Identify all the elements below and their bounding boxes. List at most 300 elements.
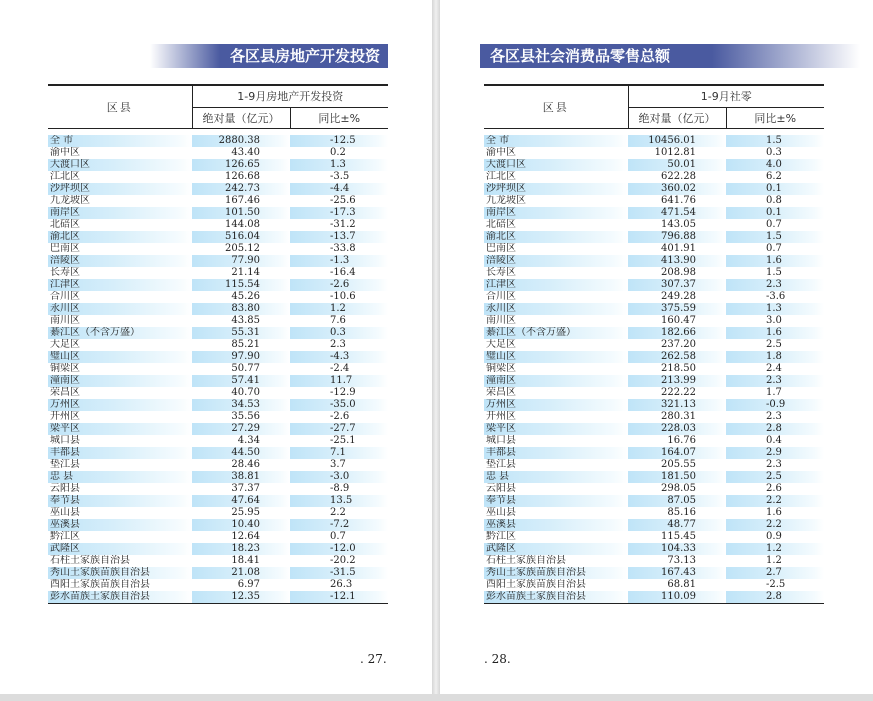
yoy-change-cell: -25.1 (330, 435, 356, 446)
investment-table (48, 84, 388, 604)
table-row (484, 219, 824, 231)
region-name-cell: 垫江县 (50, 459, 80, 470)
absolute-value-cell: 45.26 (231, 291, 260, 302)
absolute-value-cell: 796.88 (628, 231, 726, 243)
absolute-value-cell: 43.85 (231, 315, 260, 326)
region-name-cell: 城口县 (50, 435, 80, 446)
region-name-cell: 北碚区 (50, 219, 80, 230)
region-name-cell: 奉节县 (484, 495, 628, 507)
region-name-cell: 万州区 (48, 399, 192, 411)
region-name-cell: 北碚区 (486, 219, 516, 230)
absolute-value-cell: 228.03 (628, 423, 726, 435)
region-name-cell: 梁平区 (484, 423, 628, 435)
yoy-header: 同比±% (290, 107, 388, 129)
table-row (48, 207, 388, 219)
absolute-value-cell: 77.90 (192, 255, 290, 267)
table-row (48, 267, 388, 279)
region-name-cell: 云阳县 (50, 483, 80, 494)
region-name-cell: 潼南区 (48, 375, 192, 387)
table-row (484, 375, 824, 387)
absolute-value-cell: 18.23 (192, 543, 290, 555)
absolute-value-cell: 181.50 (628, 471, 726, 483)
absolute-value-cell: 298.05 (661, 483, 696, 494)
absolute-value-cell: 12.35 (192, 591, 290, 604)
page-edge (0, 694, 873, 701)
absolute-value-cell: 55.31 (192, 327, 290, 339)
region-name-cell: 渝中区 (50, 147, 80, 158)
table-row (48, 519, 388, 531)
table-row (48, 171, 388, 183)
table-row (48, 327, 388, 339)
table-row (48, 183, 388, 195)
yoy-change-cell: -12.1 (290, 591, 388, 604)
table-row (484, 255, 824, 267)
absolute-value-cell: 1012.81 (654, 147, 696, 158)
region-name-cell: 大足区 (486, 339, 516, 350)
table-row (484, 147, 824, 159)
table-row (484, 315, 824, 327)
absolute-value-cell: 126.68 (225, 171, 260, 182)
absolute-value-cell: 37.37 (231, 483, 260, 494)
region-name-cell: 忠 县 (484, 471, 628, 483)
yoy-change-cell: 0.7 (766, 219, 782, 230)
region-name-cell: 石柱土家族自治县 (486, 555, 566, 566)
absolute-value-cell: 2880.38 (192, 135, 290, 147)
table-row (48, 399, 388, 411)
section-banner (480, 44, 860, 68)
yoy-change-cell: -2.4 (330, 363, 350, 374)
yoy-change-cell: -8.9 (330, 483, 350, 494)
region-name-cell: 万州区 (484, 399, 628, 411)
table-row (484, 231, 824, 243)
region-name-cell: 璧山区 (484, 351, 628, 363)
retail-sales-table (484, 84, 824, 604)
absolute-value-cell: 641.76 (661, 195, 696, 206)
region-name-cell: 长寿区 (50, 267, 80, 278)
region-name-cell: 武隆区 (484, 543, 628, 555)
region-name-cell: 綦江区（不含万盛） (484, 327, 628, 339)
yoy-change-cell: 1.8 (726, 351, 824, 363)
region-name-cell: 江北区 (486, 171, 516, 182)
absolute-value-cell: 87.05 (628, 495, 726, 507)
region-name-cell: 巫山县 (486, 507, 516, 518)
region-name-cell: 黔江区 (486, 531, 516, 542)
absolute-value-cell: 6.97 (237, 579, 260, 590)
region-name-cell: 綦江区（不含万盛） (48, 327, 192, 339)
absolute-value-cell: 4.34 (237, 435, 260, 446)
table-row (48, 147, 388, 159)
absolute-value-cell: 471.54 (628, 207, 726, 219)
table-row (484, 519, 824, 531)
region-name-cell: 荣昌区 (50, 387, 80, 398)
region-name-cell: 彭水苗族土家族自治县 (484, 591, 628, 604)
page-28 (440, 0, 873, 694)
absolute-header: 绝对量（亿元） (628, 107, 726, 129)
yoy-change-cell: 1.3 (726, 303, 824, 315)
yoy-change-cell: 3.0 (766, 315, 782, 326)
region-name-cell: 江北区 (50, 171, 80, 182)
absolute-value-cell: 237.20 (661, 339, 696, 350)
yoy-change-cell: 1.2 (766, 555, 782, 566)
region-name-cell: 铜梁区 (486, 363, 516, 374)
absolute-value-cell: 48.77 (628, 519, 726, 531)
absolute-value-cell: 57.41 (192, 375, 290, 387)
table-row (484, 267, 824, 279)
table-row (48, 495, 388, 507)
region-name-cell: 涪陵区 (48, 255, 192, 267)
table-row (48, 507, 388, 519)
yoy-change-cell: 2.9 (726, 447, 824, 459)
absolute-value-cell: 47.64 (192, 495, 290, 507)
page-number: . 28. (484, 652, 511, 666)
yoy-change-cell: -31.2 (330, 219, 356, 230)
yoy-change-cell: 1.7 (766, 387, 782, 398)
table-row (48, 279, 388, 291)
table-row (48, 567, 388, 579)
region-name-cell: 涪陵区 (484, 255, 628, 267)
table-body (484, 129, 824, 604)
yoy-change-cell: -12.0 (290, 543, 388, 555)
absolute-value-cell: 104.33 (628, 543, 726, 555)
absolute-value-cell: 205.55 (661, 459, 696, 470)
yoy-change-cell: 2.2 (726, 519, 824, 531)
table-row (48, 555, 388, 567)
absolute-value-cell: 50.01 (628, 159, 726, 171)
region-name-cell: 渝北区 (48, 231, 192, 243)
yoy-change-cell: 0.7 (330, 531, 346, 542)
absolute-value-cell: 622.28 (661, 171, 696, 182)
region-name-cell: 南岸区 (48, 207, 192, 219)
yoy-change-cell: 0.1 (726, 207, 824, 219)
yoy-change-cell: 1.5 (766, 267, 782, 278)
section-title: 各区县房地产开发投资 (220, 44, 388, 68)
absolute-value-cell: 85.16 (667, 507, 696, 518)
yoy-change-cell: 2.5 (726, 471, 824, 483)
page-number: . 27. (360, 652, 387, 666)
absolute-value-cell: 44.50 (192, 447, 290, 459)
absolute-value-cell: 35.56 (231, 411, 260, 422)
table-row (48, 579, 388, 591)
yoy-change-cell: 1.6 (766, 507, 782, 518)
absolute-value-cell: 83.80 (192, 303, 290, 315)
absolute-value-cell: 21.08 (192, 567, 290, 579)
absolute-value-cell: 167.43 (628, 567, 726, 579)
group-header: 1-9月房地产开发投资 (192, 85, 388, 107)
table-row (484, 579, 824, 591)
region-name-cell: 武隆区 (48, 543, 192, 555)
absolute-header: 绝对量（亿元） (192, 107, 290, 129)
table-row (48, 315, 388, 327)
yoy-change-cell: 2.8 (726, 423, 824, 435)
yoy-change-cell: 13.5 (290, 495, 388, 507)
yoy-change-cell: 2.7 (726, 567, 824, 579)
region-header: 区县 (48, 85, 192, 129)
table-row (48, 363, 388, 375)
table-row (48, 387, 388, 399)
table-row (48, 483, 388, 495)
yoy-change-cell: 6.2 (766, 171, 782, 182)
region-name-cell: 江津区 (48, 279, 192, 291)
region-name-cell: 九龙坡区 (486, 195, 526, 206)
table-row (48, 543, 388, 555)
absolute-value-cell: 50.77 (231, 363, 260, 374)
yoy-change-cell: 0.9 (766, 531, 782, 542)
region-name-cell: 铜梁区 (50, 363, 80, 374)
absolute-value-cell: 10.40 (192, 519, 290, 531)
absolute-value-cell: 12.64 (231, 531, 260, 542)
region-name-cell: 大渡口区 (484, 159, 628, 171)
table-row (484, 303, 824, 315)
yoy-change-cell: 2.2 (330, 507, 346, 518)
absolute-value-cell: 115.45 (661, 531, 696, 542)
yoy-change-cell: 2.8 (726, 591, 824, 604)
table-row (48, 291, 388, 303)
region-name-cell: 巫溪县 (48, 519, 192, 531)
table-row (484, 423, 824, 435)
region-name-cell: 巫溪县 (484, 519, 628, 531)
yoy-change-cell: -31.5 (290, 567, 388, 579)
region-name-cell: 丰都县 (484, 447, 628, 459)
table-row (48, 219, 388, 231)
region-name-cell: 永川区 (484, 303, 628, 315)
region-name-cell: 全 市 (484, 135, 628, 147)
yoy-change-cell: 0.8 (766, 195, 782, 206)
yoy-change-cell: -3.0 (290, 471, 388, 483)
group-header: 1-9月社零 (628, 85, 824, 107)
yoy-change-cell: -25.6 (330, 195, 356, 206)
region-name-cell: 渝中区 (486, 147, 516, 158)
yoy-change-cell: -0.9 (726, 399, 824, 411)
yoy-change-cell: -17.3 (290, 207, 388, 219)
absolute-value-cell: 242.73 (192, 183, 290, 195)
region-name-cell: 巴南区 (486, 243, 516, 254)
table-row (484, 483, 824, 495)
yoy-change-cell: 0.2 (330, 147, 346, 158)
region-name-cell: 长寿区 (486, 267, 516, 278)
absolute-value-cell: 10456.01 (628, 135, 726, 147)
table-row (484, 195, 824, 207)
absolute-value-cell: 38.81 (192, 471, 290, 483)
table-row (484, 243, 824, 255)
yoy-change-cell: 1.6 (726, 327, 824, 339)
yoy-change-cell: 1.6 (726, 255, 824, 267)
region-name-cell: 全 市 (48, 135, 192, 147)
table-row (484, 495, 824, 507)
region-name-cell: 南岸区 (484, 207, 628, 219)
absolute-value-cell: 516.04 (192, 231, 290, 243)
table-row (484, 183, 824, 195)
table-row (484, 459, 824, 471)
absolute-value-cell: 85.21 (231, 339, 260, 350)
table-row (484, 435, 824, 447)
region-name-cell: 九龙坡区 (50, 195, 90, 206)
region-name-cell: 永川区 (48, 303, 192, 315)
table-row (48, 255, 388, 267)
table-row (48, 339, 388, 351)
table-row (484, 171, 824, 183)
table-row (484, 351, 824, 363)
yoy-change-cell: -3.5 (330, 171, 350, 182)
absolute-value-cell: 43.40 (231, 147, 260, 158)
region-name-cell: 丰都县 (48, 447, 192, 459)
region-name-cell: 秀山土家族苗族自治县 (484, 567, 628, 579)
region-name-cell: 酉阳土家族苗族自治县 (50, 579, 150, 590)
table-row (484, 363, 824, 375)
yoy-change-cell: 2.5 (766, 339, 782, 350)
region-name-cell: 合川区 (50, 291, 80, 302)
absolute-value-cell: 307.37 (628, 279, 726, 291)
yoy-change-cell: 1.2 (726, 543, 824, 555)
region-name-cell: 沙坪坝区 (484, 183, 628, 195)
absolute-value-cell: 375.59 (628, 303, 726, 315)
absolute-value-cell: 97.90 (192, 351, 290, 363)
table-row (48, 303, 388, 315)
absolute-value-cell: 34.53 (192, 399, 290, 411)
table-row (484, 399, 824, 411)
section-title: 各区县社会消费品零售总额 (480, 44, 712, 68)
absolute-value-cell: 222.22 (661, 387, 696, 398)
yoy-change-cell: -3.6 (766, 291, 786, 302)
absolute-value-cell: 213.99 (628, 375, 726, 387)
table-row (484, 339, 824, 351)
region-name-cell: 大渡口区 (48, 159, 192, 171)
absolute-value-cell: 21.14 (231, 267, 260, 278)
yoy-change-cell: 26.3 (330, 579, 353, 590)
yoy-change-cell: 2.2 (726, 495, 824, 507)
absolute-value-cell: 27.29 (192, 423, 290, 435)
absolute-value-cell: 262.58 (628, 351, 726, 363)
region-name-cell: 彭水苗族土家族自治县 (48, 591, 192, 604)
absolute-value-cell: 68.81 (667, 579, 696, 590)
yoy-change-cell: -33.8 (330, 243, 356, 254)
page-27 (0, 0, 432, 694)
region-name-cell: 江津区 (484, 279, 628, 291)
yoy-change-cell: -2.6 (290, 279, 388, 291)
absolute-value-cell: 401.91 (661, 243, 696, 254)
table-row (484, 135, 824, 147)
table-row (48, 459, 388, 471)
absolute-value-cell: 160.47 (661, 315, 696, 326)
table-row (48, 135, 388, 147)
table-row (484, 543, 824, 555)
yoy-change-cell: -4.4 (290, 183, 388, 195)
yoy-change-cell: 1.3 (290, 159, 388, 171)
table-row (48, 159, 388, 171)
yoy-change-cell: 2.3 (330, 339, 346, 350)
yoy-change-cell: 0.1 (726, 183, 824, 195)
table-row (48, 411, 388, 423)
yoy-change-cell: -2.5 (766, 579, 786, 590)
section-banner (150, 44, 388, 68)
yoy-change-cell: 4.0 (726, 159, 824, 171)
yoy-change-cell: -7.2 (290, 519, 388, 531)
yoy-change-cell: 7.6 (330, 315, 346, 326)
yoy-change-cell: -27.7 (290, 423, 388, 435)
yoy-change-cell: -2.6 (330, 411, 350, 422)
region-name-cell: 忠 县 (48, 471, 192, 483)
region-name-cell: 合川区 (486, 291, 516, 302)
region-name-cell: 巫山县 (50, 507, 80, 518)
region-name-cell: 潼南区 (484, 375, 628, 387)
table-row (48, 231, 388, 243)
yoy-change-cell: 1.5 (726, 135, 824, 147)
table-row (484, 207, 824, 219)
yoy-change-cell: -12.5 (290, 135, 388, 147)
yoy-change-cell: 1.2 (290, 303, 388, 315)
table-row (484, 507, 824, 519)
absolute-value-cell: 280.31 (661, 411, 696, 422)
absolute-value-cell: 143.05 (661, 219, 696, 230)
yoy-change-cell: -13.7 (290, 231, 388, 243)
table-row (484, 411, 824, 423)
yoy-change-cell: 3.7 (330, 459, 346, 470)
yoy-change-cell: -20.2 (330, 555, 356, 566)
yoy-change-cell: -12.9 (330, 387, 356, 398)
table-row (48, 423, 388, 435)
table-row (484, 279, 824, 291)
table-row (484, 555, 824, 567)
region-name-cell: 云阳县 (486, 483, 516, 494)
table-row (484, 471, 824, 483)
table-row (484, 387, 824, 399)
absolute-value-cell: 360.02 (628, 183, 726, 195)
region-name-cell: 荣昌区 (486, 387, 516, 398)
yoy-change-cell: 2.3 (726, 375, 824, 387)
region-name-cell: 酉阳土家族苗族自治县 (486, 579, 586, 590)
yoy-change-cell: 0.4 (766, 435, 782, 446)
absolute-value-cell: 115.54 (192, 279, 290, 291)
yoy-change-cell: 1.5 (726, 231, 824, 243)
table-row (48, 447, 388, 459)
table-row (484, 591, 824, 604)
table-row (48, 195, 388, 207)
region-name-cell: 南川区 (486, 315, 516, 326)
absolute-value-cell: 321.13 (628, 399, 726, 411)
region-name-cell: 城口县 (486, 435, 516, 446)
yoy-change-cell: 2.3 (726, 279, 824, 291)
banner-fade (150, 44, 220, 68)
table-row (484, 567, 824, 579)
yoy-change-cell: -1.3 (290, 255, 388, 267)
table-row (484, 531, 824, 543)
yoy-change-cell: -16.4 (330, 267, 356, 278)
region-name-cell: 秀山土家族苗族自治县 (48, 567, 192, 579)
table-row (48, 435, 388, 447)
yoy-change-cell: 7.1 (290, 447, 388, 459)
absolute-value-cell: 205.12 (225, 243, 260, 254)
yoy-change-cell: -4.3 (290, 351, 388, 363)
table-row (48, 375, 388, 387)
absolute-value-cell: 182.66 (628, 327, 726, 339)
absolute-value-cell: 40.70 (231, 387, 260, 398)
absolute-value-cell: 413.90 (628, 255, 726, 267)
region-name-cell: 垫江县 (486, 459, 516, 470)
absolute-value-cell: 73.13 (667, 555, 696, 566)
absolute-value-cell: 25.95 (231, 507, 260, 518)
absolute-value-cell: 208.98 (661, 267, 696, 278)
table-row (484, 327, 824, 339)
absolute-value-cell: 28.46 (231, 459, 260, 470)
region-name-cell: 石柱土家族自治县 (50, 555, 130, 566)
region-name-cell: 南川区 (50, 315, 80, 326)
absolute-value-cell: 167.46 (225, 195, 260, 206)
yoy-change-cell: 0.3 (290, 327, 388, 339)
absolute-value-cell: 16.76 (667, 435, 696, 446)
absolute-value-cell: 249.28 (661, 291, 696, 302)
absolute-value-cell: 18.41 (231, 555, 260, 566)
yoy-change-cell: -35.0 (290, 399, 388, 411)
table-row (48, 471, 388, 483)
